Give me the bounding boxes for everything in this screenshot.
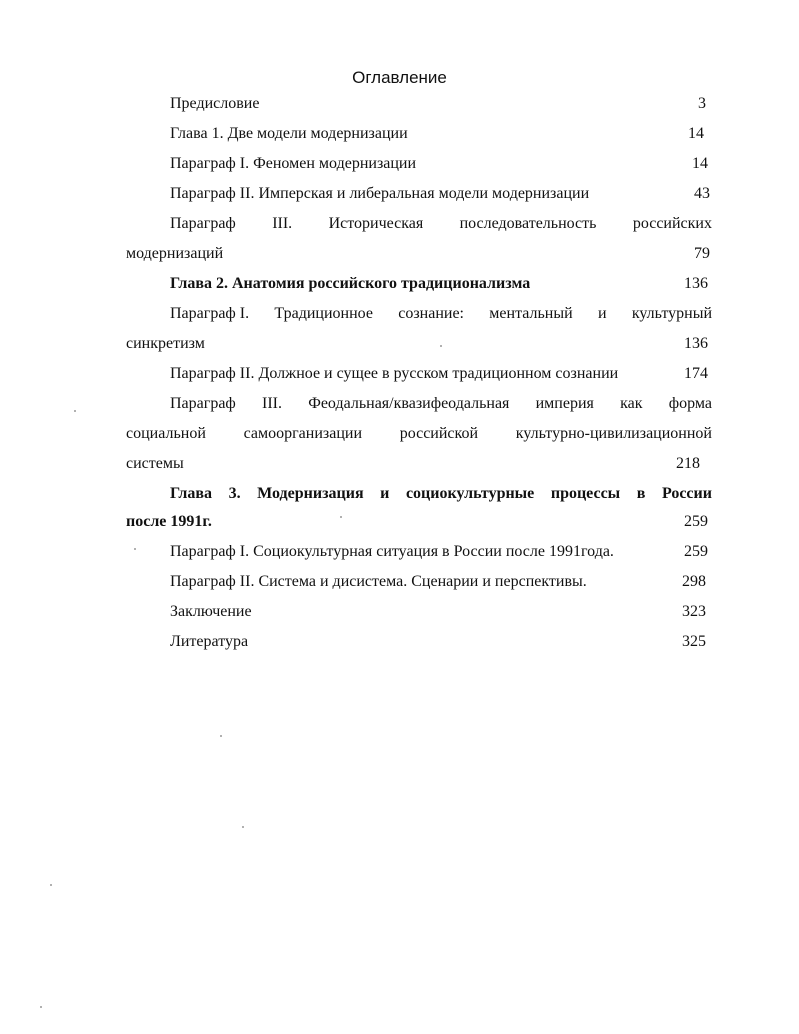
toc-page-number: 14 — [692, 155, 708, 172]
toc-word: Традиционное — [274, 305, 373, 322]
toc-word: культурный — [631, 305, 712, 322]
toc-page-number: 43 — [694, 185, 710, 202]
toc-word: Параграф — [170, 395, 236, 412]
toc-word: самоорганизации — [243, 425, 362, 442]
toc-entry-paragraph-line-2 — [126, 424, 712, 444]
toc-word: российской — [399, 425, 479, 442]
toc-word: Параграф — [170, 215, 236, 232]
toc-entry-paragraph: Параграф I. Социокультурная ситуация в России после 1991года. — [170, 543, 614, 560]
scan-speck — [440, 345, 442, 347]
toc-page-number: 259 — [684, 543, 708, 560]
toc-entry-continuation: после 1991г. — [126, 513, 212, 530]
scan-speck — [134, 548, 136, 550]
toc-page-number: 3 — [698, 95, 706, 112]
toc-page-number: 14 — [688, 125, 704, 142]
toc-entry-conclusion: Заключение — [170, 603, 252, 620]
toc-word: Феодальная/квазифеодальная — [308, 395, 510, 412]
toc-word: социокультурные — [405, 485, 535, 502]
scan-speck — [242, 826, 244, 828]
toc-word: в — [636, 485, 646, 502]
toc-word: форма — [668, 395, 712, 412]
toc-page-number: 259 — [684, 513, 708, 530]
scan-speck — [50, 884, 52, 886]
toc-word: 3. — [228, 485, 241, 502]
toc-entry-chapter-2: Глава 2. Анатомия российского традиционализма — [170, 275, 531, 292]
toc-word: III. — [272, 215, 293, 232]
toc-entry-paragraph: Параграф II. Должное и сущее в русском традиционном сознании — [170, 365, 619, 382]
scan-speck — [340, 516, 342, 518]
toc-word: Модернизация — [257, 485, 364, 502]
toc-entry-continuation: синкретизм — [126, 335, 205, 352]
toc-entry-preface: Предисловие — [170, 95, 260, 112]
toc-page-number: 136 — [684, 275, 708, 292]
toc-word: российских — [632, 215, 712, 232]
toc-page-number: 79 — [694, 245, 710, 262]
toc-entry-continuation: модернизаций — [126, 245, 224, 262]
toc-word: и — [380, 485, 390, 502]
page-title: Оглавление — [352, 68, 447, 87]
toc-entry-paragraph: Параграф II. Имперская и либеральная модели модернизации — [170, 185, 590, 202]
scan-speck — [40, 1006, 42, 1008]
toc-word: Историческая — [328, 215, 424, 232]
toc-page-number: 136 — [684, 335, 708, 352]
toc-word: империя — [535, 395, 594, 412]
toc-word: процессы — [550, 485, 621, 502]
toc-word: Глава — [170, 485, 212, 502]
toc-page-number: 323 — [682, 603, 706, 620]
toc-page-number: 218 — [676, 455, 700, 472]
toc-word: ментальный — [489, 305, 573, 322]
toc-word: сознание: — [398, 305, 464, 322]
toc-entry-paragraph: Параграф II. Система и дисистема. Сценарии и перспективы. — [170, 573, 587, 590]
toc-word: Параграф I. — [170, 305, 250, 322]
toc-entry-paragraph — [170, 214, 712, 234]
toc-word: культурно-цивилизационной — [515, 425, 712, 442]
toc-page-number: 174 — [684, 365, 708, 382]
toc-entry-paragraph — [170, 304, 712, 324]
toc-word: социальной — [126, 425, 206, 442]
toc-word: как — [620, 395, 643, 412]
toc-entry-chapter-1: Глава 1. Две модели модернизации — [170, 125, 408, 142]
scan-speck — [220, 735, 222, 737]
scan-speck — [74, 410, 76, 412]
toc-entry-chapter-3 — [170, 484, 712, 504]
toc-entry-literature: Литература — [170, 633, 249, 650]
toc-entry-paragraph: Параграф I. Феномен модернизации — [170, 155, 417, 172]
toc-word: и — [597, 305, 607, 322]
toc-page-number: 298 — [682, 573, 706, 590]
toc-entry-paragraph — [170, 394, 712, 414]
toc-word: России — [661, 485, 712, 502]
toc-page-number: 325 — [682, 633, 706, 650]
toc-word: последовательность — [459, 215, 597, 232]
toc-entry-continuation: системы — [126, 455, 184, 472]
toc-word: III. — [262, 395, 282, 412]
